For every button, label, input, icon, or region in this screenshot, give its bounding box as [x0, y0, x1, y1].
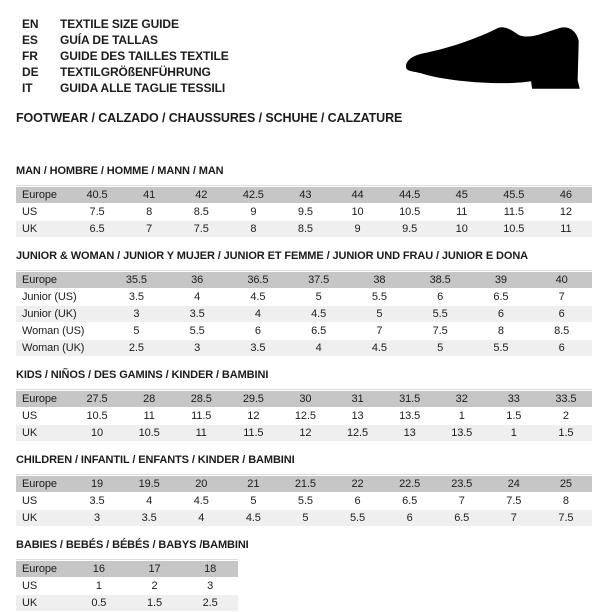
row-label: Woman (UK) [16, 340, 106, 356]
size-cell: 11.5 [503, 206, 524, 218]
size-cell: 2 [562, 410, 569, 422]
size-cell: 37.5 [288, 272, 349, 288]
size-cell: 5 [279, 510, 331, 526]
size-cell: 6 [471, 306, 532, 322]
row-label: Europe [16, 476, 71, 492]
size-cell: 12 [247, 410, 260, 422]
size-cell: 11 [143, 410, 155, 422]
size-cell: 1 [95, 580, 102, 592]
size-cell: 7 [458, 495, 465, 507]
size-cell: 11.5 [191, 410, 212, 422]
row-label: US [22, 495, 38, 507]
size-cell: 9 [331, 221, 383, 237]
size-cell: 6.5 [493, 291, 509, 303]
section-title-babies: BABIES / BEBÉS / BÉBÉS / BABYS /BAMBINI [16, 539, 249, 551]
size-cell: 7.5 [89, 206, 105, 218]
size-cell: 33.5 [540, 391, 592, 407]
table-row [16, 187, 592, 203]
size-cell: 5.5 [189, 325, 205, 337]
size-cell: 30 [279, 391, 331, 407]
size-cell: 13.5 [399, 410, 421, 422]
size-cell: 6 [531, 340, 592, 356]
section-kids [16, 368, 592, 442]
size-cell: 10 [71, 425, 123, 441]
size-cell: 3.5 [228, 340, 289, 356]
size-cell: 7 [123, 221, 175, 237]
size-cell: 10 [351, 206, 364, 218]
table-row [16, 578, 238, 594]
man-size-table [16, 185, 592, 238]
language-label: GUÍA DE TALLAS [60, 33, 158, 47]
language-code: DE [22, 65, 39, 79]
size-cell: 41 [123, 187, 175, 203]
size-cell: 45.5 [488, 187, 540, 203]
row-label: Europe [16, 187, 71, 203]
size-cell: 8 [497, 325, 504, 337]
size-cell: 13.5 [436, 425, 488, 441]
language-code: FR [22, 49, 38, 63]
children-size-table [16, 474, 592, 527]
size-cell: 8.5 [193, 206, 209, 218]
table-row [16, 221, 592, 237]
size-cell: 4.5 [193, 495, 209, 507]
row-label: Europe [16, 391, 71, 407]
size-cell: 4.5 [250, 291, 266, 303]
size-cell: 1.5 [127, 595, 183, 611]
table-row [16, 340, 592, 356]
size-cell: 5 [250, 495, 257, 507]
size-cell: 24 [488, 476, 540, 492]
size-cell: 44 [331, 187, 383, 203]
size-cell: 11 [175, 425, 227, 441]
size-cell: 28.5 [175, 391, 227, 407]
size-cell: 6 [354, 495, 361, 507]
size-cell: 9.5 [384, 221, 436, 237]
table-row [16, 493, 592, 509]
size-cell: 38.5 [410, 272, 471, 288]
size-cell: 4 [146, 495, 153, 507]
size-cell: 7 [558, 291, 565, 303]
row-label: Junior (UK) [16, 306, 106, 322]
size-cell: 3 [71, 510, 123, 526]
size-cell: 23.5 [436, 476, 488, 492]
size-cell: 7.5 [175, 221, 227, 237]
size-cell: 6.5 [436, 510, 488, 526]
section-children [16, 453, 592, 527]
size-cell: 8.5 [554, 325, 570, 337]
size-cell: 35.5 [106, 272, 167, 288]
size-cell: 13 [384, 425, 436, 441]
size-cell: 36 [167, 272, 228, 288]
size-cell: 10.5 [399, 206, 421, 218]
size-cell: 3.5 [123, 510, 175, 526]
size-cell: 12.5 [331, 425, 383, 441]
size-cell: 11 [456, 206, 468, 218]
size-cell: 4.5 [227, 510, 279, 526]
size-cell: 31.5 [384, 391, 436, 407]
size-cell: 5 [410, 340, 471, 356]
row-label: Junior (US) [22, 291, 77, 303]
babies-size-table [16, 559, 238, 612]
table-row [16, 391, 592, 407]
size-cell: 1 [488, 425, 540, 441]
size-cell: 5 [133, 325, 140, 337]
size-cell: 1.5 [540, 425, 592, 441]
size-cell: 6 [254, 325, 261, 337]
table-row [16, 561, 238, 577]
size-cell: 5 [349, 306, 410, 322]
row-label: US [22, 206, 38, 218]
row-label: Europe [16, 561, 71, 577]
size-cell: 44.5 [384, 187, 436, 203]
size-cell: 4 [194, 291, 201, 303]
size-cell: 4 [228, 306, 289, 322]
table-row [16, 425, 592, 441]
size-cell: 12 [559, 206, 572, 218]
size-cell: 10 [436, 221, 488, 237]
size-cell: 2.5 [182, 595, 238, 611]
size-cell: 4.5 [288, 306, 349, 322]
size-cell: 13 [351, 410, 364, 422]
size-cell: 5.5 [297, 495, 313, 507]
table-row [16, 289, 592, 305]
row-label: UK [16, 425, 71, 441]
table-row [16, 510, 592, 526]
size-cell: 22 [331, 476, 383, 492]
size-cell: 6 [384, 510, 436, 526]
row-label: Woman (US) [22, 325, 85, 337]
size-cell: 2 [151, 580, 158, 592]
size-cell: 3.5 [128, 291, 144, 303]
row-label: UK [16, 510, 71, 526]
size-cell: 31 [331, 391, 383, 407]
table-row [16, 323, 592, 339]
size-cell: 42 [175, 187, 227, 203]
language-code: IT [22, 81, 33, 95]
size-cell: 6 [437, 291, 444, 303]
size-cell: 42.5 [227, 187, 279, 203]
size-cell: 9.5 [297, 206, 313, 218]
language-code: EN [22, 17, 39, 31]
size-cell: 8 [146, 206, 153, 218]
size-cell: 36.5 [228, 272, 289, 288]
size-cell: 7 [376, 325, 383, 337]
language-label: TEXTILE SIZE GUIDE [60, 17, 179, 31]
size-cell: 3 [207, 580, 214, 592]
size-cell: 5.5 [371, 291, 387, 303]
size-cell: 27.5 [71, 391, 123, 407]
size-cell: 5.5 [331, 510, 383, 526]
size-cell: 33 [488, 391, 540, 407]
section-title-man: MAN / HOMBRE / HOMME / MANN / MAN [16, 165, 224, 177]
size-cell: 19 [71, 476, 123, 492]
size-cell: 32 [436, 391, 488, 407]
size-cell: 6.5 [402, 495, 418, 507]
row-label: UK [16, 595, 71, 611]
size-cell: 5.5 [410, 306, 471, 322]
size-cell: 12.5 [294, 410, 316, 422]
size-cell: 3.5 [89, 495, 105, 507]
table-row [16, 306, 592, 322]
size-cell: 9 [250, 206, 257, 218]
size-cell: 45 [436, 187, 488, 203]
row-label: US [22, 410, 38, 422]
kids-size-table [16, 389, 592, 442]
size-cell: 6.5 [71, 221, 123, 237]
table-row [16, 272, 592, 288]
section-babies [16, 538, 592, 612]
dress-shoe-icon [404, 24, 584, 92]
size-cell: 40.5 [71, 187, 123, 203]
language-label: GUIDA ALLE TAGLIE TESSILI [60, 81, 226, 95]
size-cell: 19.5 [123, 476, 175, 492]
size-cell: 3 [167, 340, 228, 356]
size-cell: 20 [175, 476, 227, 492]
size-cell: 28 [123, 391, 175, 407]
size-cell: 7.5 [432, 325, 448, 337]
size-cell: 5.5 [471, 340, 532, 356]
size-cell: 11 [540, 221, 592, 237]
size-cell: 7.5 [540, 510, 592, 526]
size-cell: 12 [279, 425, 331, 441]
size-cell: 10.5 [488, 221, 540, 237]
size-cell: 22.5 [384, 476, 436, 492]
size-cell: 25 [540, 476, 592, 492]
size-cell: 40 [531, 272, 592, 288]
size-cell: 46 [540, 187, 592, 203]
size-cell: 10.5 [86, 410, 108, 422]
size-cell: 8 [227, 221, 279, 237]
size-cell: 1.5 [506, 410, 522, 422]
size-cell: 8.5 [279, 221, 331, 237]
size-cell: 21 [227, 476, 279, 492]
section-man [16, 164, 592, 238]
section-title-junior-woman: JUNIOR & WOMAN / JUNIOR Y MUJER / JUNIOR ET FEMME / JUNIOR UND FRAU / JUNIOR E DONA [16, 250, 529, 262]
table-row [16, 476, 592, 492]
size-cell: 16 [71, 561, 127, 577]
section-title-children: CHILDREN / INFANTIL / ENFANTS / KINDER / BAMBINI [16, 454, 295, 466]
size-cell: 7 [488, 510, 540, 526]
row-label: Europe [16, 272, 106, 288]
section-title-kids: KIDS / NIÑOS / DES GAMINS / KINDER / BAMBINI [16, 369, 269, 381]
row-label: UK [16, 221, 71, 237]
size-cell: 29.5 [227, 391, 279, 407]
language-label: TEXTILGRÖßENFÜHRUNG [60, 65, 211, 79]
footwear-heading: FOOTWEAR / CALZADO / CHAUSSURES / SCHUHE / CALZATURE [16, 111, 403, 125]
size-cell: 11.5 [227, 425, 279, 441]
size-cell: 4.5 [349, 340, 410, 356]
size-cell: 10.5 [123, 425, 175, 441]
size-cell: 38 [349, 272, 410, 288]
size-cell: 6 [531, 306, 592, 322]
table-row [16, 408, 592, 424]
size-cell: 21.5 [279, 476, 331, 492]
size-cell: 8 [562, 495, 569, 507]
section-junior-woman [16, 249, 592, 357]
language-code: ES [22, 33, 38, 47]
size-cell: 4 [175, 510, 227, 526]
junior-woman-size-table [16, 270, 592, 357]
size-cell: 5 [315, 291, 322, 303]
language-label: GUIDE DES TAILLES TEXTILE [60, 49, 229, 63]
size-cell: 4 [288, 340, 349, 356]
size-cell: 43 [279, 187, 331, 203]
size-cell: 0.5 [71, 595, 127, 611]
table-row [16, 204, 592, 220]
size-cell: 7.5 [506, 495, 522, 507]
size-cell: 18 [182, 561, 238, 577]
size-cell: 3 [106, 306, 167, 322]
table-row [16, 595, 238, 611]
size-cell: 39 [471, 272, 532, 288]
size-cell: 17 [127, 561, 183, 577]
size-cell: 2.5 [106, 340, 167, 356]
size-cell: 3.5 [167, 306, 228, 322]
size-cell: 6.5 [311, 325, 327, 337]
size-cell: 1 [458, 410, 465, 422]
row-label: US [22, 580, 38, 592]
